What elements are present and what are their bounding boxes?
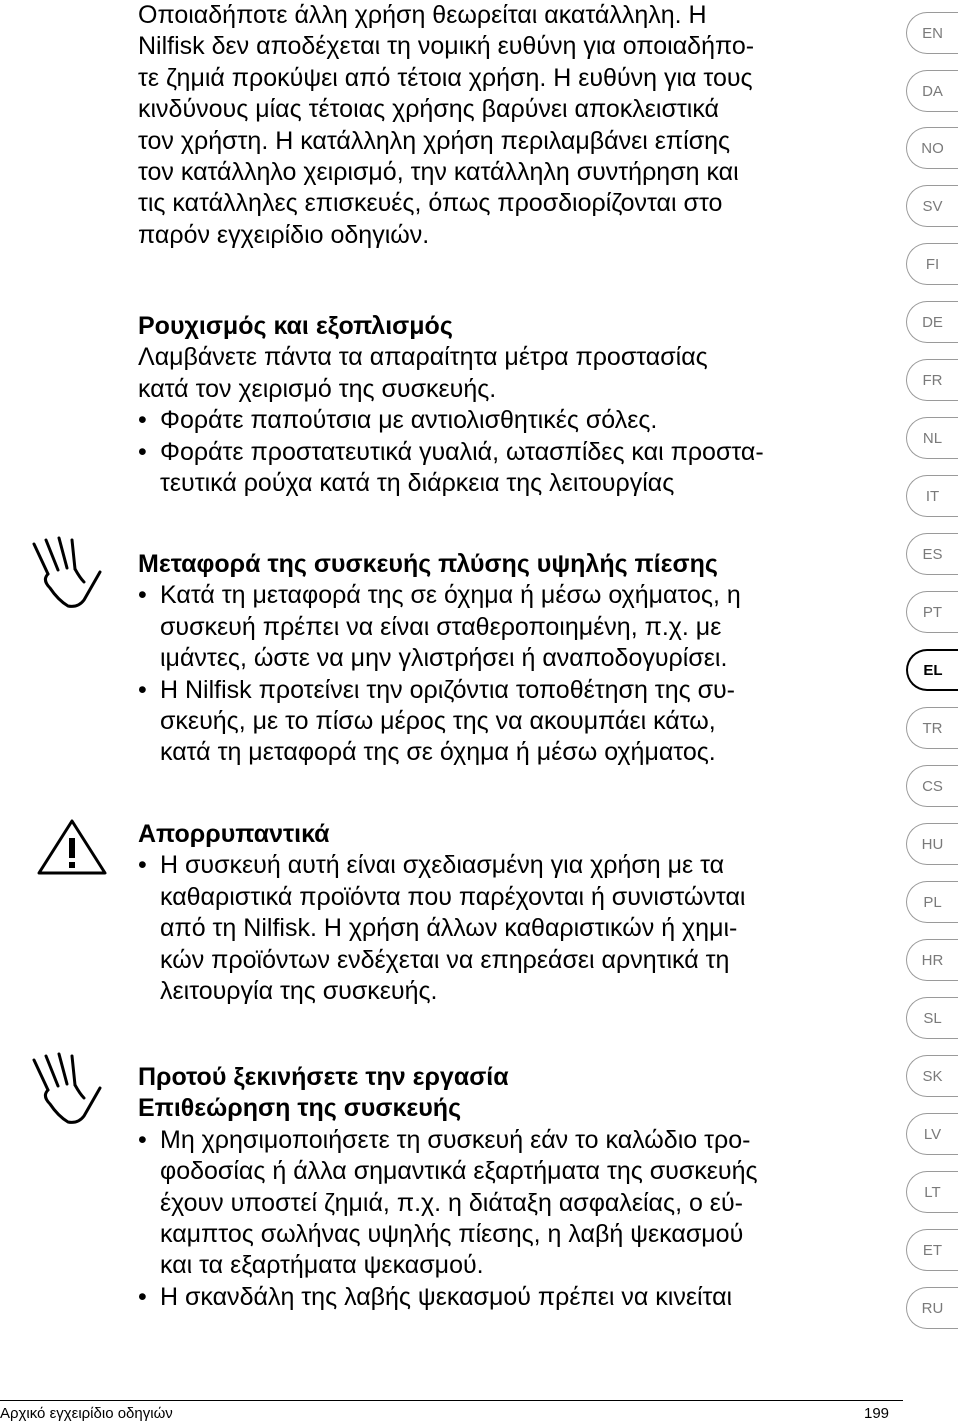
language-tab-no[interactable]: NO xyxy=(906,127,958,169)
transport-section xyxy=(138,549,878,769)
language-tab-sk[interactable]: SK xyxy=(906,1055,958,1097)
language-tab-lt[interactable]: LT xyxy=(906,1171,958,1213)
language-tab-en[interactable]: EN xyxy=(906,12,958,54)
language-tab-ru[interactable]: RU xyxy=(906,1287,958,1329)
language-tab-it[interactable]: IT xyxy=(906,475,958,517)
list-item: • Η συσκευή αυτή είναι σχεδιασμένη για χρήση με τα καθαριστικά προϊόντα που παρέχονται ή συνιστώνται από τη Nilfisk. Η χρήση άλλων καθαριστικών ή χημι- κών προϊόντων ενδέχεται να επηρεάσει αρνητικά τη λειτουργία της συσκευής. xyxy=(138,850,878,1007)
hand-icon xyxy=(28,1050,102,1126)
intro-line: κινδύνους μίας τέτοιας χρήσης βαρύνει αποκλειστικά xyxy=(138,95,719,124)
language-tab-hu[interactable]: HU xyxy=(906,823,958,865)
before-work-section xyxy=(138,1062,878,1313)
warning-triangle-icon xyxy=(36,818,108,876)
language-tab-da[interactable]: DA xyxy=(906,70,958,112)
intro-line: τον κατάλληλο χειρισμό, την κατάλληλη συντήρηση και xyxy=(138,158,739,187)
footer-divider xyxy=(0,1400,903,1401)
list-item: • Η σκανδάλη της λαβής ψεκασμού πρέπει να κινείται xyxy=(138,1282,878,1313)
section-heading: Απορρυπαντικά xyxy=(138,820,330,848)
language-tab-et[interactable]: ET xyxy=(906,1229,958,1271)
intro-line: τε ζημιά προκύψει από τέτοια χρήση. Η ευθύνη για τους xyxy=(138,63,753,92)
bullet-list xyxy=(138,580,878,768)
language-tab-de[interactable]: DE xyxy=(906,301,958,343)
language-tab-fi[interactable]: FI xyxy=(906,243,958,285)
language-tab-es[interactable]: ES xyxy=(906,533,958,575)
footer-manual-title: Αρχικό εγχειρίδιο οδηγιών xyxy=(0,1405,173,1422)
page-number: 199 xyxy=(864,1405,890,1422)
language-tab-sl[interactable]: SL xyxy=(906,997,958,1039)
intro-paragraph xyxy=(138,0,878,251)
list-item: • Η Nilfisk προτείνει την οριζόντια τοποθέτηση της συ- σκευής, με το πίσω μέρος της να ακουμπάει κάτω, κατά τη μεταφορά της σε όχημα ή μέσω οχήματος. xyxy=(138,675,878,769)
language-tab-pt[interactable]: PT xyxy=(906,591,958,633)
section-heading: Μεταφορά της συσκευής πλύσης υψηλής πίεσης xyxy=(138,550,718,578)
language-tab-lv[interactable]: LV xyxy=(906,1113,958,1155)
intro-line: παρόν εγχειρίδιο οδηγιών. xyxy=(138,220,430,249)
section-heading: Ρουχισμός και εξοπλισμός xyxy=(138,312,453,340)
intro-line: Nilfisk δεν αποδέχεται τη νομική ευθύνη για οποιαδήπο- xyxy=(138,32,755,61)
body-line: Λαμβάνετε πάντα τα απαραίτητα μέτρα προστασίας xyxy=(138,343,708,372)
body-line: κατά τον χειρισμό της συσκευής. xyxy=(138,374,497,403)
section-subheading: Επιθεώρηση της συσκευής xyxy=(138,1094,462,1123)
hand-icon xyxy=(28,534,102,610)
intro-line: τον χρήστη. Η κατάλληλη χρήση περιλαμβάνει επίσης xyxy=(138,126,731,155)
list-item: • Φοράτε προστατευτικά γυαλιά, ωτασπίδες και προστα- τευτικά ρούχα κατά τη διάρκεια της λειτουργίας xyxy=(138,437,878,500)
bullet-list xyxy=(138,405,878,499)
language-tab-pl[interactable]: PL xyxy=(906,881,958,923)
intro-line: τις κατάλληλες επισκευές, όπως προσδιορίζονται στο xyxy=(138,189,723,218)
language-tab-hr[interactable]: HR xyxy=(906,939,958,981)
language-tab-nl[interactable]: NL xyxy=(906,417,958,459)
language-tab-el[interactable]: EL xyxy=(906,649,958,691)
language-tab-fr[interactable]: FR xyxy=(906,359,958,401)
list-item: • Κατά τη μεταφορά της σε όχημα ή μέσω οχήματος, η συσκευή πρέπει να είναι σταθεροποιημένη, π.χ. με ιμάντες, ώστε να μην γλιστρήσει ή αναποδογυρίσει. xyxy=(138,580,878,674)
list-item: • Φοράτε παπούτσια με αντιολισθητικές σόλες. xyxy=(138,405,878,436)
intro-line: Οποιαδήποτε άλλη χρήση θεωρείται ακατάλληλη. Η xyxy=(138,1,707,29)
list-item: • Μη χρησιμοποιήσετε τη συσκευή εάν το καλώδιο τρο- φοδοσίας ή άλλα σημαντικά εξαρτήματα της συσκευής έχουν υποστεί ζημιά, π.χ. η διάταξη ασφαλείας, ο εύ- καμπτος σωλήνας υψηλής πίεσης, η λαβή ψεκασμού και τα εξαρτήματα ψεκασμού. xyxy=(138,1125,878,1282)
bullet-list xyxy=(138,850,878,1007)
bullet-list xyxy=(138,1125,878,1313)
language-tab-sv[interactable]: SV xyxy=(906,185,958,227)
detergents-section xyxy=(138,819,878,1007)
section-heading: Προτού ξεκινήσετε την εργασία xyxy=(138,1063,509,1091)
language-tab-cs[interactable]: CS xyxy=(906,765,958,807)
language-tab-tr[interactable]: TR xyxy=(906,707,958,749)
clothing-section xyxy=(138,311,878,499)
